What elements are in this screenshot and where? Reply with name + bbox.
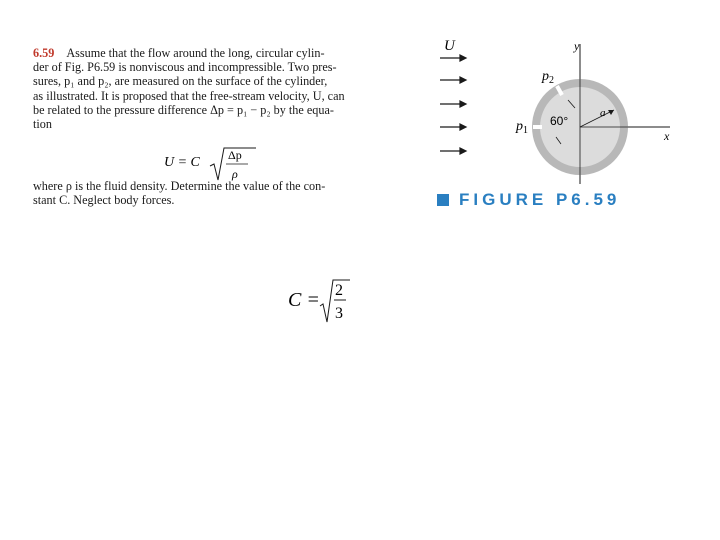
- equation-denominator: ρ: [232, 167, 238, 181]
- label-p2: $p_2$: [542, 69, 554, 86]
- label-p1: $p_1$: [516, 119, 528, 136]
- label-a: a: [600, 107, 606, 119]
- answer-denominator: 3: [335, 305, 343, 322]
- label-x: x: [664, 129, 670, 143]
- caption-square-icon: [437, 194, 449, 206]
- answer-numerator: 2: [335, 282, 343, 299]
- answer-lhs: C =: [288, 289, 320, 311]
- answer-equation: [288, 276, 368, 326]
- problem-line-1-text: Assume that the flow around the long, circular cylin-: [66, 46, 325, 60]
- label-U: U: [444, 38, 455, 54]
- given-equation: [164, 144, 264, 188]
- problem-line-8: stant C. Neglect body forces.: [33, 193, 175, 208]
- problem-number: 6.59: [33, 46, 55, 60]
- problem-line-7: where ρ is the fluid density. Determine the value of the con-: [33, 179, 326, 194]
- flow-arrows: [440, 55, 466, 154]
- cylinder-figure: [430, 36, 690, 186]
- problem-line-3: sures, p₁ and p₂, are measured on the surface of the cylinder,: [33, 74, 328, 89]
- figure-caption-text: FIGURE P6.59: [459, 190, 621, 209]
- equation-lhs: U = C: [164, 155, 200, 170]
- equation-numerator: Δp: [228, 148, 242, 162]
- label-angle: 60°: [550, 114, 569, 128]
- problem-line-4: as illustrated. It is proposed that the free-stream velocity, U, can: [33, 88, 345, 103]
- problem-line-6: tion: [33, 117, 52, 132]
- label-y: y: [574, 39, 580, 53]
- problem-line-2: der of Fig. P6.59 is nonviscous and incompressible. Two pres-: [33, 60, 337, 75]
- figure-caption: [437, 190, 620, 210]
- problem-line-5: be related to the pressure difference Δp = p₁ − p₂ by the equa-: [33, 102, 334, 117]
- problem-line-1: [33, 46, 383, 60]
